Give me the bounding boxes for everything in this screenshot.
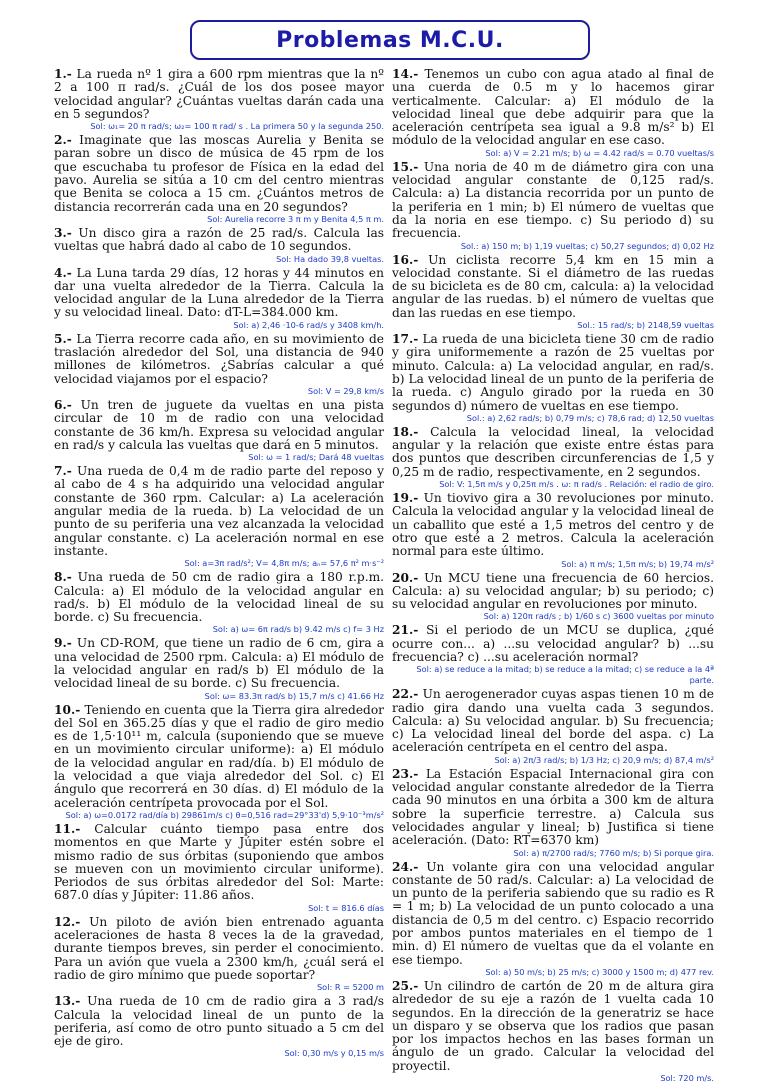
solution-line: Sol: R = 5200 m <box>316 982 384 993</box>
problem-text: La rueda nº 1 gira a 600 rpm mientras que la nº 2 a 100 π rad/s. ¿Cuál de los dos posee mayor velocidad angular? ¿Cuántas vueltas darán cada una en 5 segundos? <box>54 67 385 121</box>
solution-line: Sol: V = 29,8 km/s <box>307 385 384 396</box>
problem-text: Calcular cuánto tiempo pasa entre dos momentos en que Marte y Júpiter estén sobre el mismo radio de sus órbitas (suponiendo que ambos se mueven con un movimiento circular uniforme). Periodos de sus órbitas alrededor del Sol: Marte: 687.0 días y Júpiter: 11.86 años. <box>54 821 385 903</box>
problem-number: 20.- <box>392 570 419 585</box>
problem-number: 2.- <box>54 133 72 148</box>
problem-number: 17.- <box>392 332 419 347</box>
solution-line: Sol: 0,30 m/s y 0,15 m/s <box>284 1048 384 1059</box>
problem-text: Un disco gira a razón de 25 rad/s. Calcula las vueltas que habrá dado al cabo de 10 segundos. <box>54 225 385 254</box>
problem-number: 15.- <box>392 159 419 174</box>
title-box <box>190 20 590 60</box>
problem-statement <box>54 399 384 452</box>
problem-statement <box>392 333 714 413</box>
problem-text: Un cilindro de cartón de 20 m de altura gira alrededor de su eje a razón de 1 vuelta cada 10 segundos. En la dirección de la generatriz se hace un disparo y se observa que los radios que pasan por los impactos hechos en las bases forman un ángulo de un grado. Calcular la velocidad del proyectil. <box>392 978 714 1073</box>
problem-statement <box>392 768 714 848</box>
solution-line: Sol: a) 120π rad/s ; b) 1/60 s c) 3600 vueltas por minuto <box>483 611 714 622</box>
problem-statement <box>54 704 384 810</box>
problem-statement <box>392 572 714 612</box>
problem-number: 16.- <box>392 252 419 267</box>
problem-number: 4.- <box>54 265 72 280</box>
problem-text: Una rueda de 50 cm de radio gira a 180 r.p.m. Calcula: a) El módulo de la velocidad angular en rad/s. b) El módulo de la velocidad lineal de su borde. c) Su frecuencia. <box>54 570 385 625</box>
solution-line: Sol: ω= 83.3π rad/s b) 15,7 m/s c) 41.66 Hz <box>204 690 384 701</box>
solution-line: Sol: a) se reduce a la mitad; b) se reduce a la mitad; c) se reduce a la 4ª parte. <box>416 664 714 686</box>
problem-statement <box>392 68 714 148</box>
problem-text: Si el periodo de un MCU se duplica, ¿qué ocurre con... a) ...su velocidad angular? b) ...su frecuencia? c) ...su aceleración normal? <box>392 623 714 664</box>
problem-statement <box>54 916 384 982</box>
problem-text: La rueda de una bicicleta tiene 30 cm de radio y gira uniformemente a razón de 25 vueltas por minuto. Calcula: a) La velocidad angular, en rad/s. b) La velocidad lineal de un punto de la periferia de la rueda. c) Angulo girado por la rueda en 30 segundos d) número de vueltas en ese tiempo. <box>392 332 714 413</box>
problem-text: Un piloto de avión bien entrenado aguanta aceleraciones de hasta 8 veces la de la gravedad, durante tiempos breves, sin perder el conocimiento. Para un avión que vuela a 2300 km/h, ¿cuál será el radio de giro mínimo que puede soportar? <box>54 914 384 982</box>
problem-statement <box>54 333 384 386</box>
solution-line: Sol: t = 816.6 días <box>308 902 384 913</box>
right-column <box>392 68 714 1086</box>
problem-statement <box>392 688 714 754</box>
problem-number: 10.- <box>54 702 81 717</box>
problem-text: La Estación Espacial Internacional gira con velocidad angular constante alrededor de la Tierra cada 90 minutos en una órbita a 300 km de altura sobre la superficie terrestre. a) Calcula sus velocidades angular y lineal; b) Justifica si tiene aceleración. (Dato: RT=6370 km) <box>392 766 715 848</box>
problem-number: 8.- <box>54 570 72 585</box>
solution-line: Sol: a) V = 2.21 m/s; b) ω = 4.42 rad/s = 0.70 vueltas/s <box>485 147 714 158</box>
problem-statement <box>54 227 384 254</box>
problem-number: 9.- <box>54 636 72 651</box>
problem-text: Calcula la velocidad lineal, la velocidad angular y la relación que existe entre éstas para dos puntos que describen circunferencias de 1,5 y 0,25 m de radio, respectivamente, en 2 segundos. <box>392 424 714 479</box>
problem-statement <box>392 161 714 241</box>
problem-statement <box>54 134 384 214</box>
problem-number: 3.- <box>54 225 72 240</box>
problem-number: 7.- <box>54 464 72 479</box>
problem-text: Imaginate que las moscas Aurelia y Benita se paran sobre un disco de música de 45 rpm de los que escuchaba tu profesor de Física en la edad del pavo. Aurelia se sitúa a 10 cm del centro mientras que Benita se coloca a 15 cm. ¿Cuántos metros de distancia recorrerán cada una en 20 segundos? <box>54 133 385 214</box>
solution-line: Sol: a) π/2700 rad/s; 7760 m/s; b) Si porque gira. <box>513 847 714 858</box>
solution-line: Sol: a) 50 m/s; b) 25 m/s; c) 3000 y 1500 m; d) 477 rev. <box>485 966 714 977</box>
problem-text: Un CD-ROM, que tiene un radio de 6 cm, gira a una velocidad de 2500 rpm. Calcula: a) El módulo de la velocidad angular en rad/s b) El módulo de la velocidad lineal de su borde. c) Su frecuencia. <box>54 636 385 691</box>
problem-statement <box>392 492 714 558</box>
left-column <box>54 68 384 1061</box>
problem-text: La Luna tarda 29 días, 12 horas y 44 minutos en dar una vuelta alrededor de la Tierra. Calcula la velocidad angular de la Luna alrededor de la Tierra y su velocidad lineal. Dato: dT-L=384.000 km. <box>54 265 384 320</box>
problem-statement <box>392 624 714 664</box>
solution-line: Sol: ω = 1 rad/s; Dará 48 vueltas <box>248 452 384 463</box>
problem-text: Una rueda de 0,4 m de radio parte del reposo y al cabo de 4 s ha adquirido una velocidad angular constante de 360 rpm. Calcular: a) La aceleración angular media de la rueda. b) La velocidad de un punto de su periferia una vez alcanzada la velocidad angular constante. c) La aceleración normal en ese instante. <box>54 464 385 558</box>
problem-statement <box>54 267 384 320</box>
problem-number: 13.- <box>54 994 81 1009</box>
problem-number: 22.- <box>392 687 419 702</box>
problem-text: Una noria de 40 m de diámetro gira con una velocidad angular constante de 0,125 rad/s. Calcula: a) La distancia recorrida por un punto de la periferia en 1 min; b) El número de vueltas que da la noria en ese tiempo. c) Su periodo d) su frecuencia. <box>392 159 715 241</box>
solution-line: Sol: 720 m/s. <box>660 1073 714 1083</box>
page-title: Problemas M.C.U. <box>276 27 504 53</box>
solution-line: Sol: a) π m/s; 1,5π m/s; b) 19,74 m/s² <box>561 558 714 569</box>
problem-number: 19.- <box>392 491 419 506</box>
problem-statement <box>54 465 384 558</box>
problem-statement <box>54 995 384 1048</box>
problem-statement <box>392 254 714 320</box>
solution-line: Sol.: a) 2,62 rad/s; b) 0,79 m/s; c) 78,6 rad; d) 12,50 vueltas <box>466 412 714 423</box>
problem-text: Un tren de juguete da vueltas en una pista circular de 10 m de radio con una velocidad constante de 36 km/h. Expresa su velocidad angular en rad/s y calcula las vueltas que dará en 5 minutos. <box>54 397 385 452</box>
solution-line: Sol.: 15 rad/s; b) 2148,59 vueltas <box>577 320 714 331</box>
solution-line: Sol: Ha dado 39,8 vueltas. <box>276 253 384 264</box>
problem-number: 18.- <box>392 424 419 439</box>
solution-line: Sol: a) ω= 6π rad/s b) 9.42 m/s c) f= 3 Hz <box>212 624 384 635</box>
problem-number: 21.- <box>392 623 419 638</box>
problem-text: Un tiovivo gira a 30 revoluciones por minuto. Calcula la velocidad angular y la velocidad lineal de un caballito que esté a 1,5 metros del centro y de otro que esté a 2 metros. Calcula la aceleración normal para este último. <box>392 491 715 559</box>
problem-statement <box>54 571 384 624</box>
problem-number: 14.- <box>392 67 419 81</box>
solution-line: Sol: a) 2π/3 rad/s; b) 1/3 Hz; c) 20,9 m/s; d) 87,4 m/s² <box>494 754 714 765</box>
problem-text: La Tierra recorre cada año, en su movimiento de traslación alrededor del Sol, una distancia de 940 millones de kilómetros. ¿Sabrías calcular a qué velocidad viajamos por el espacio? <box>54 331 385 386</box>
problem-number: 24.- <box>392 859 419 874</box>
solution-line: Sol: ω₁= 20 π rad/s; ω₂= 100 π rad/ s . La primera 50 y la segunda 250. <box>90 121 384 132</box>
problem-text: Tenemos un cubo con agua atado al final de una cuerda de 0.5 m y lo hacemos girar verticalmente. Calcular: a) El módulo de la velocidad lineal que debe adquirir para que la aceleración centrípeta sea igual a 9.8 m/s² b) El módulo de la velocidad angular en ese caso. <box>392 67 714 148</box>
solution-line: Sol: a=3π rad/s²; V= 4,8π m/s; aₙ= 57,6 π² m·s⁻² <box>184 558 384 569</box>
problem-text: Un MCU tiene una frecuencia de 60 hercios. Calcula: a) su velocidad angular; b) su periodo; c) su velocidad angular en revoluciones por minuto. <box>392 570 714 612</box>
problem-statement <box>54 68 384 121</box>
problem-text: Un aerogenerador cuyas aspas tienen 10 m de radio gira dando una vuelta cada 3 segundos. Calcula: a) Su velocidad angular. b) Su frecuencia; c) La velocidad lineal del borde del aspa. c) La aceleración centrípeta en el centro del aspa. <box>392 687 715 755</box>
problem-text: Un ciclista recorre 5,4 km en 15 min a velocidad constante. Si el diámetro de las ruedas de su bicicleta es de 80 cm, calcula: a) la velocidad angular de las ruedas. b) el número de vueltas que dan las ruedas en ese tiempo. <box>392 252 715 320</box>
problem-number: 11.- <box>54 821 81 836</box>
problem-statement <box>392 980 714 1073</box>
problem-statement <box>54 823 384 903</box>
solution-line: Sol: a) 2,46 ·10-6 rad/s y 3408 km/h. <box>233 319 384 330</box>
problem-statement <box>392 861 714 967</box>
problem-text: Teniendo en cuenta que la Tierra gira alrededor del Sol en 365.25 días y que el radio de giro medio es de 1,5·10¹¹ m, calcula (suponiendo que se mueve en un movimiento circular uniforme): a) El módulo de la velocidad angular en rad/día. b) El módulo de la velocidad a que viaja alrededor del Sol. c) El ángulo que recorrerá en 30 días. d) El módulo de la aceleración centrípeta provocada por el Sol. <box>54 702 385 810</box>
problem-statement <box>392 426 714 479</box>
problem-statement <box>54 637 384 690</box>
problem-text: Un volante gira con una velocidad angular constante de 50 rad/s. Calcular: a) La velocidad de un punto de la periferia sabiendo que su radio es R = 1 m; b) La velocidad de un punto colocado a una distancia de 0,5 m del centro. c) Espacio recorrido por ambos puntos materiales en el tiempo de 1 min. d) El número de vueltas que da el volante en ese tiempo. <box>392 859 715 967</box>
problem-number: 25.- <box>392 978 419 993</box>
problem-number: 1.- <box>54 67 72 81</box>
problem-number: 12.- <box>54 914 81 929</box>
solution-line: Sol: V: 1,5π m/s y 0,25π m/s . ω: π rad/s . Relación: el radio de giro. <box>439 479 714 490</box>
problem-number: 6.- <box>54 397 72 412</box>
problem-number: 23.- <box>392 766 419 781</box>
problem-text: Una rueda de 10 cm de radio gira a 3 rad/s Calcula la velocidad lineal de un punto de la periferia, así como de otro punto situado a 5 cm del eje de giro. <box>54 994 384 1049</box>
solution-line: Sol.: a) 150 m; b) 1,19 vueltas; c) 50,27 segundos; d) 0,02 Hz <box>460 240 714 251</box>
solution-line: Sol: a) ω=0.0172 rad/día b) 29861m/s c) θ=0,516 rad=29°33'd) 5,9·10⁻³m/s² <box>65 809 384 820</box>
solution-line: Sol: Aurelia recorre 3 π m y Benita 4,5 π m. <box>207 213 384 224</box>
problem-number: 5.- <box>54 331 72 346</box>
